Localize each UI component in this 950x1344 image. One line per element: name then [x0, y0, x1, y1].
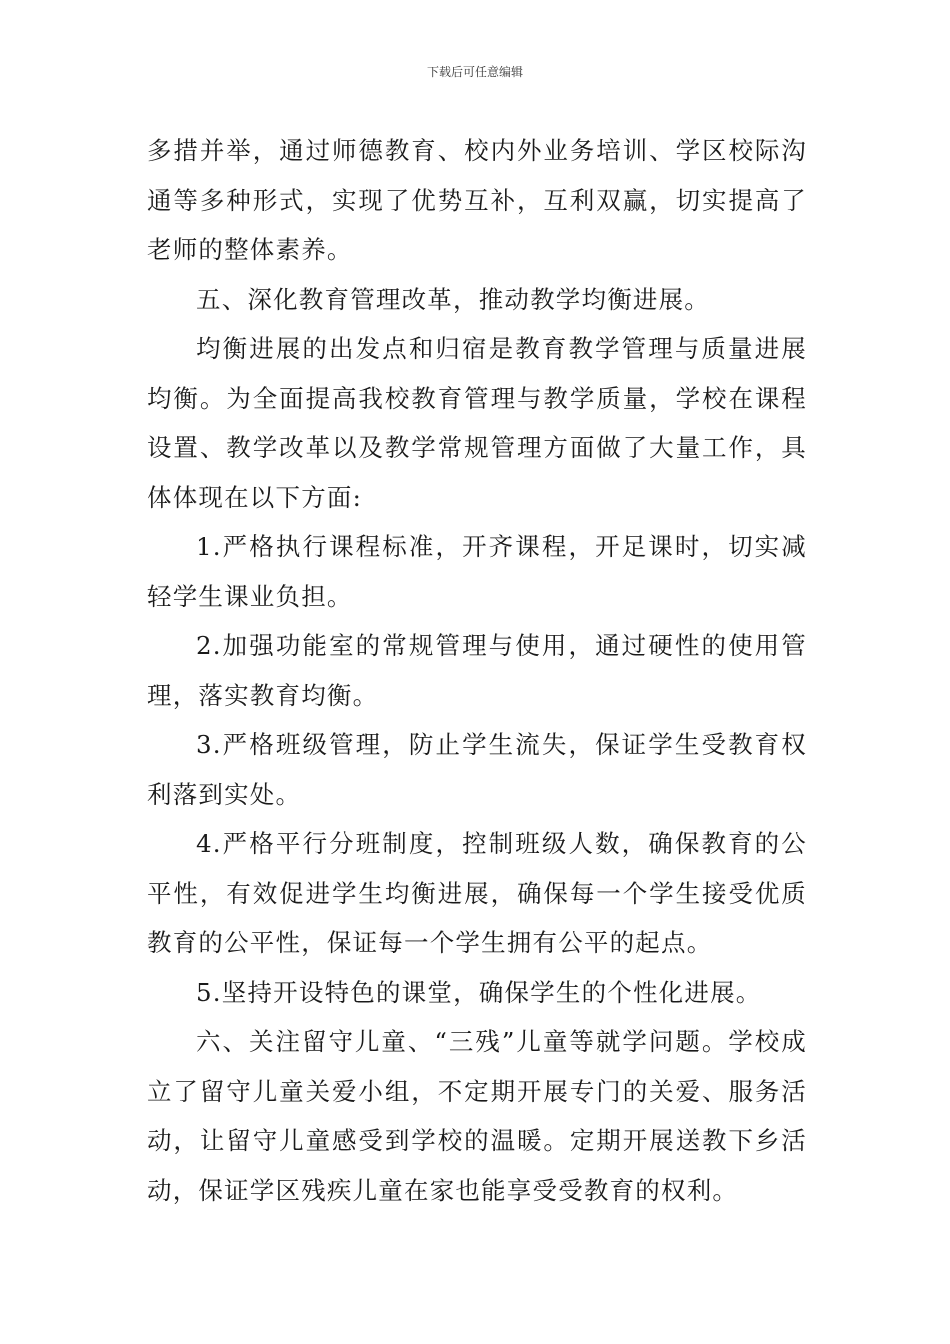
- page-header: 下载后可任意编辑: [426, 65, 523, 79]
- list-item: 4.严格平行分班制度，控制班级人数，确保教育的公平性，有效促进学生均衡进展，确保每一个学生接受优质教育的公平性，保证每一个学生拥有公平的起点。: [147, 829, 807, 957]
- list-item: 3.严格班级管理，防止学生流失，保证学生受教育权利落到实处。: [147, 730, 807, 809]
- paragraph: 多措并举，通过师德教育、校内外业务培训、学区校际沟通等多种形式，实现了优势互补，互利双赢，切实提高了老师的整体素养。: [147, 136, 807, 264]
- section-heading: 五、深化教育管理改革，推动教学均衡进展。: [196, 284, 710, 314]
- document-body: [147, 126, 807, 1215]
- section-heading: 六、关注留守儿童、“三残”儿童等就学问题。学校成立了留守儿童关爱小组，不定期开展专门的关爱、服务活动，让留守儿童感受到学校的温暖。定期开展送教下乡活动，保证学区残疾儿童在家也能享受受教育的权利。: [147, 1027, 807, 1205]
- list-item: 5.坚持开设特色的课堂，确保学生的个性化进展。: [196, 977, 762, 1007]
- list-item: 2.加强功能室的常规管理与使用，通过硬性的使用管理，落实教育均衡。: [147, 631, 807, 710]
- list-item: 1.严格执行课程标准，开齐课程，开足课时，切实减轻学生课业负担。: [147, 532, 807, 611]
- paragraph: 均衡进展的出发点和归宿是教育教学管理与质量进展均衡。为全面提高我校教育管理与教学质量，学校在课程设置、教学改革以及教学常规管理方面做了大量工作，具体体现在以下方面:: [147, 334, 807, 512]
